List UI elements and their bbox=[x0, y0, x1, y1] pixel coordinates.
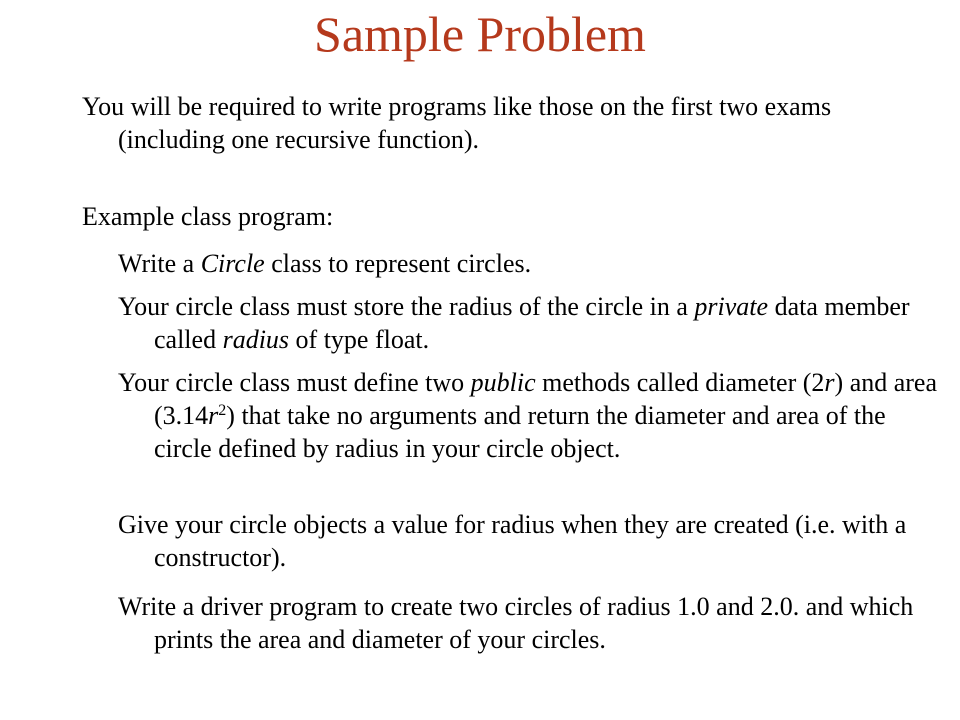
radius-keyword: radius bbox=[222, 325, 290, 354]
radius-member-item bbox=[118, 290, 934, 356]
item3-text-3: ) and area (3.14 bbox=[154, 368, 938, 430]
circle-class-name: Circle bbox=[200, 249, 265, 278]
radius-variable-r-squared: r bbox=[208, 401, 219, 430]
item2-text-3: of type float. bbox=[289, 325, 430, 354]
methods-item bbox=[118, 366, 944, 465]
example-heading: Example class program: bbox=[82, 202, 334, 231]
constructor-item: Give your circle objects a value for radius when they are created (i.e. with a constructor). bbox=[118, 510, 907, 572]
item3-text-2: methods called diameter (2 bbox=[535, 368, 825, 397]
item1-text-after: class to represent circles. bbox=[264, 249, 532, 278]
slide-title: Sample Problem bbox=[314, 6, 646, 62]
public-keyword: public bbox=[470, 368, 536, 397]
driver-program-item: Write a driver program to create two circles of radius 1.0 and 2.0. and which prints the area and diameter of your circles. bbox=[118, 592, 914, 654]
circle-class-item bbox=[118, 247, 908, 280]
item2-text-2: data member called bbox=[154, 292, 910, 354]
item3-text-1: Your circle class must define two bbox=[118, 368, 471, 397]
private-keyword: private bbox=[694, 292, 769, 321]
item3-text-4: ) that take no arguments and return the diameter and area of the circle defined by radius in your circle object. bbox=[154, 401, 886, 463]
intro-paragraph: You will be required to write programs like those on the first two exams (including one recursive function). bbox=[82, 92, 832, 154]
radius-variable-r: r bbox=[824, 368, 835, 397]
item1-text-before: Write a bbox=[118, 249, 201, 278]
exponent-two: 2 bbox=[218, 402, 227, 419]
item2-text-1: Your circle class must store the radius of the circle in a bbox=[118, 292, 695, 321]
